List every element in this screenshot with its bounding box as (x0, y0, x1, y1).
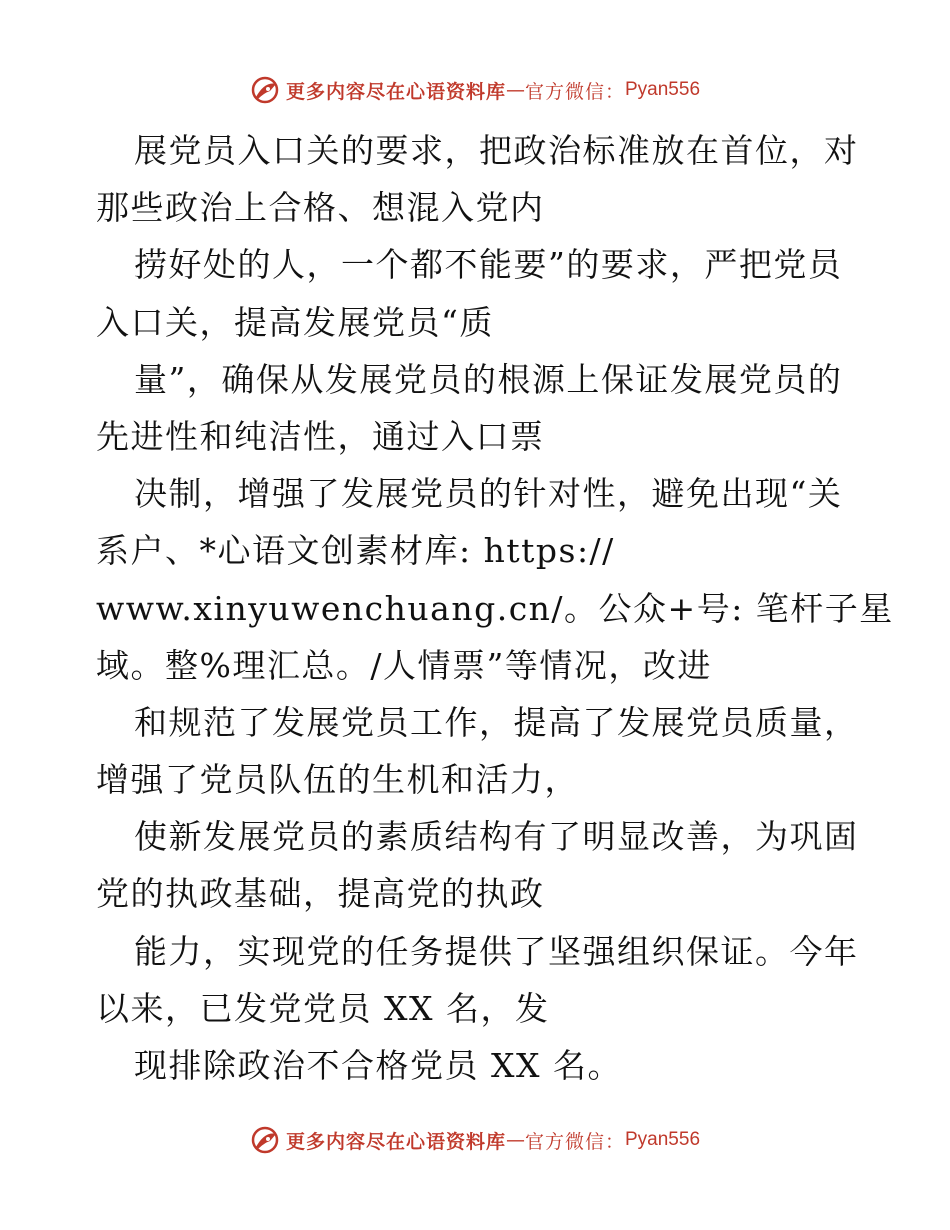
body-line: 入口关，提高发展党员“质 (96, 302, 494, 342)
body-line: 以来，已发党党员 XX 名，发 (96, 988, 550, 1028)
banner-brand: 更多内容尽在心语资料库 (285, 1130, 506, 1153)
body-line: 捞好处的人，一个都不能要”的要求，严把党员 (134, 245, 843, 285)
body-line: 和规范了发展党员工作，提高了发展党员质量， (134, 702, 859, 742)
body-line: 党的执政基础，提高党的执政 (96, 874, 545, 914)
banner-dash: — (505, 79, 525, 101)
body-line: 那些政治上合格、想混入党内 (96, 188, 545, 228)
body-line: 使新发展党员的素质结构有了明显改善，为巩固 (134, 817, 859, 857)
banner-wechat-label: 官方微信： (524, 1130, 625, 1153)
body-line: 量”，确保从发展党员的根源上保证发展党员的 (134, 359, 843, 399)
body-line: 域。整%理汇总。/人情票”等情况，改进 (96, 645, 712, 685)
banner-wechat-id: Pyan556 (625, 1129, 701, 1150)
footer-banner (0, 1120, 950, 1160)
body-line: 决制，增强了发展党员的针对性，避免出现“关 (134, 474, 843, 514)
body-line: 能力，实现党的任务提供了坚强组织保证。今年 (134, 931, 859, 971)
body-line: 现排除政治不合格党员 XX 名。 (134, 1046, 622, 1085)
header-banner (0, 70, 950, 110)
document-body (96, 122, 894, 1094)
pen-logo-icon (250, 1125, 280, 1155)
body-line: 系户、*心语文创素材库: https:// (96, 531, 615, 571)
banner-brand: 更多内容尽在心语资料库 (285, 80, 506, 103)
body-line: 先进性和纯洁性，通过入口票 (96, 416, 545, 456)
body-line: www.xinyuwenchuang.cn/。公众+号: 笔杆子星 (96, 588, 894, 628)
pen-logo-icon (250, 75, 280, 105)
banner-wechat-id: Pyan556 (625, 79, 701, 100)
banner-dash: — (505, 1129, 525, 1151)
body-line: 展党员入口关的要求，把政治标准放在首位，对 (134, 131, 859, 170)
banner-wechat-label: 官方微信： (524, 80, 625, 103)
body-line: 增强了党员队伍的生机和活力， (96, 760, 579, 800)
